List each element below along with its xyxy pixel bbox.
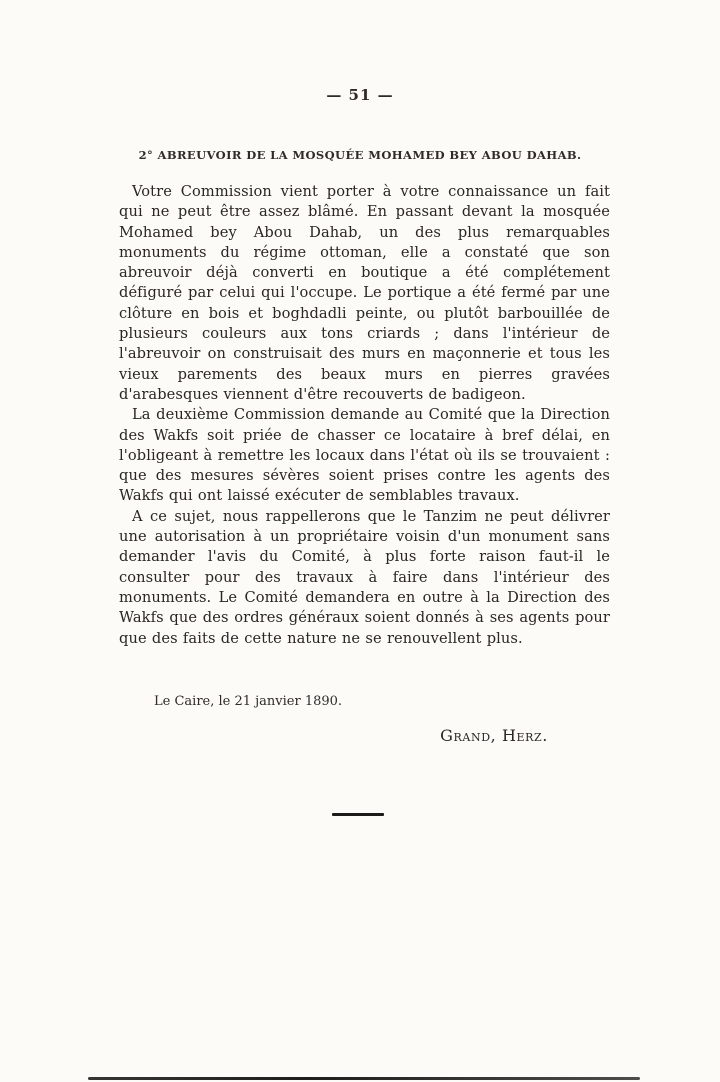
page-number: — 51 — [326,86,394,104]
end-divider-rule [332,813,384,816]
paragraph-3: A ce sujet, nous rappellerons que le Tanzim ne peut délivrer une autorisation à un propriétaire voisin d'un monument sans demander l'avis du Comité, à plus forte raison faut-il le consulter pour des travaux à faire dans l'intérieur des monuments. Le Comité demandera en outre à la Direction des Wakfs que des ordres généraux soient donnés à ses agents pour que des faits de cette nature ne se renouvellent plus. [119,507,610,647]
scan-bottom-edge-artifact [88,1077,640,1080]
paragraph-1: Votre Commission vient porter à votre connaissance un fait qui ne peut être assez blâmé. En passant devant la mosquée Mohamed bey Abou Dahab, un des plus remarquables monuments du régime ottoman, elle a constaté que son abreuvoir déjà converti en boutique a été complétement défiguré par celui qui l'occupe. Le portique a été fermé par une clôture en bois et boghdadli peinte, ou plutôt barbouillée de plusieurs couleurs aux tons criards ; dans l'intérieur de l'abreuvoir on construisait des murs en maçonnerie et tous les vieux parements des beaux murs en pierres gravées d'arabesques viennent d'être recouverts de badigeon. [119,183,610,403]
signature: Grand, Herz. [440,726,548,745]
section-title: 2° ABREUVOIR DE LA MOSQUÉE MOHAMED BEY ABOU DAHAB. [138,148,582,162]
body-text-block [119,182,610,649]
dateline: Le Caire, le 21 janvier 1890. [154,694,343,709]
paragraph-2: La deuxième Commission demande au Comité que la Direction des Wakfs soit priée de chasser ce locataire à bref délai, en l'obligeant à remettre les locaux dans l'état où ils se trouvaient : que des mesures sévères soient prises contre les agents des Wakfs qui ont laissé exécuter de semblables travaux. [119,406,610,505]
